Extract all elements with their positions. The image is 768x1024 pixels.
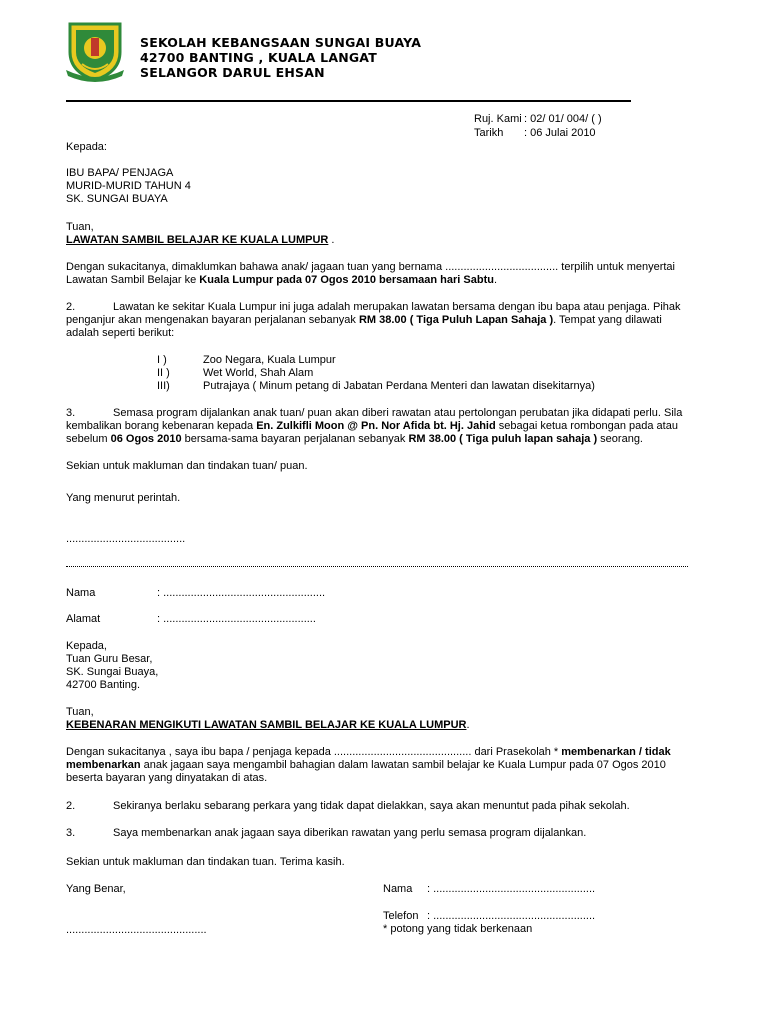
date-label: Tarikh — [474, 127, 504, 139]
school-address-line1: 42700 BANTING , KUALA LANGAT — [140, 50, 377, 65]
closing-line: Sekian untuk makluman dan tindakan tuan/ puan. — [66, 460, 308, 472]
alamat-label: Alamat — [66, 613, 101, 625]
telefon-label: Telefon — [383, 910, 419, 922]
address-line2: SK. Sungai Buaya, — [66, 666, 159, 678]
kepada-label: Kepada: — [66, 141, 107, 153]
paragraph-1-line1: Dengan sukacitanya, dimaklumkan bahawa anak/ jagaan tuan yang bernama ..................................... terpilih untuk menyertai — [66, 261, 675, 273]
place-name: Zoo Negara, Kuala Lumpur — [203, 354, 336, 366]
nama-field[interactable]: : ..................................................... — [157, 587, 326, 599]
header-divider — [66, 100, 631, 102]
reference-value: : 02/ 01/ 004/ ( ) — [524, 113, 602, 125]
form-paragraph-1-line2: membenarkan anak jagaan saya mengambil bahagian dalam lawatan sambil belajar ke Kuala Lumpur pada 07 Ogos 2010 — [66, 759, 666, 771]
yang-benar: Yang Benar, — [66, 883, 126, 895]
paragraph-2-line2: penganjur akan mengenakan bayaran perjalanan sebanyak RM 38.00 ( Tiga Puluh Lapan Sahaja ). Tempat yang dilawati — [66, 314, 662, 326]
address-line1: Tuan Guru Besar, — [66, 653, 153, 665]
date-value: : 06 Julai 2010 — [524, 127, 596, 139]
place-number: II ) — [157, 367, 170, 379]
telefon-field[interactable]: : ..................................................... — [427, 910, 596, 922]
recipient-line3: SK. SUNGAI BUAYA — [66, 193, 168, 205]
nama-label: Nama — [66, 587, 96, 599]
sign-off: Yang menurut perintah. — [66, 492, 181, 504]
paragraph-1-line2: Lawatan Sambil Belajar ke Kuala Lumpur pada 07 Ogos 2010 bersamaan hari Sabtu. — [66, 274, 498, 286]
recipient-line1: IBU BAPA/ PENJAGA — [66, 167, 174, 179]
kepada-label: Kepada, — [66, 640, 107, 652]
place-number: III) — [157, 380, 170, 392]
form-paragraph-1-line3: beserta bayaran yang dinyatakan di atas. — [66, 772, 268, 784]
place-name: Wet World, Shah Alam — [203, 367, 314, 379]
address-line3: 42700 Banting. — [66, 679, 141, 691]
form-subject: KEBENARAN MENGIKUTI LAWATAN SAMBIL BELAJAR KE KUALA LUMPUR. — [66, 719, 470, 731]
paragraph-3-line2: kembalikan borang kebenaran kepada En. Zulkifli Moon @ Pn. Nor Afida bt. Hj. Jahid sebagai ketua rombongan pada atau — [66, 420, 678, 432]
recipient-line2: MURID-MURID TAHUN 4 — [66, 180, 191, 192]
signature-line: ....................................... — [66, 533, 186, 545]
tear-off-line — [66, 566, 688, 567]
place-name: Putrajaya ( Minum petang di Jabatan Perdana Menteri dan lawatan disekitarnya) — [203, 380, 595, 392]
alamat-field[interactable]: : .................................................. — [157, 613, 316, 625]
reference-label: Ruj. Kami — [474, 113, 522, 125]
school-address-line2: SELANGOR DARUL EHSAN — [140, 65, 325, 80]
place-number: I ) — [157, 354, 167, 366]
salutation: Tuan, — [66, 221, 94, 233]
paragraph-2-line3: adalah seperti berikut: — [66, 327, 175, 339]
parent-signature-line[interactable]: .............................................. — [66, 924, 207, 936]
form-paragraph-2-number: 2. — [66, 800, 76, 812]
parent-nama-field[interactable]: : ..................................................... — [427, 883, 596, 895]
letter-subject: LAWATAN SAMBIL BELAJAR KE KUALA LUMPUR . — [66, 234, 335, 246]
school-name: SEKOLAH KEBANGSAAN SUNGAI BUAYA — [140, 35, 422, 50]
form-closing: Sekian untuk makluman dan tindakan tuan. Terima kasih. — [66, 856, 345, 868]
form-paragraph-3-number: 3. — [66, 827, 76, 839]
school-crest-logo — [64, 18, 126, 82]
paragraph-2-line1: Lawatan ke sekitar Kuala Lumpur ini juga adalah merupakan lawatan bersama dengan ibu bapa atau penjaga. Pihak — [113, 301, 681, 313]
form-paragraph-1-line1: Dengan sukacitanya , saya ibu bapa / penjaga kepada ............................................. dari Prasekolah * membenarkan / tidak — [66, 746, 671, 758]
parent-nama-label: Nama — [383, 883, 413, 895]
form-paragraph-3: Saya membenarkan anak jagaan saya diberikan rawatan yang perlu semasa program dijalankan. — [113, 827, 587, 839]
paragraph-3-line3: sebelum 06 Ogos 2010 bersama-sama bayaran perjalanan sebanyak RM 38.00 ( Tiga puluh lapan sahaja ) seorang. — [66, 433, 643, 445]
paragraph-2-number: 2. — [66, 301, 76, 313]
salutation: Tuan, — [66, 706, 94, 718]
form-paragraph-2: Sekiranya berlaku sebarang perkara yang tidak dapat dielakkan, saya akan menuntut pada pihak sekolah. — [113, 800, 630, 812]
paragraph-3-number: 3. — [66, 407, 76, 419]
paragraph-3-line1: Semasa program dijalankan anak tuan/ puan akan diberi rawatan atau pertolongan perubatan jika didapati perlu. Sila — [113, 407, 683, 419]
footnote: * potong yang tidak berkenaan — [383, 923, 533, 935]
